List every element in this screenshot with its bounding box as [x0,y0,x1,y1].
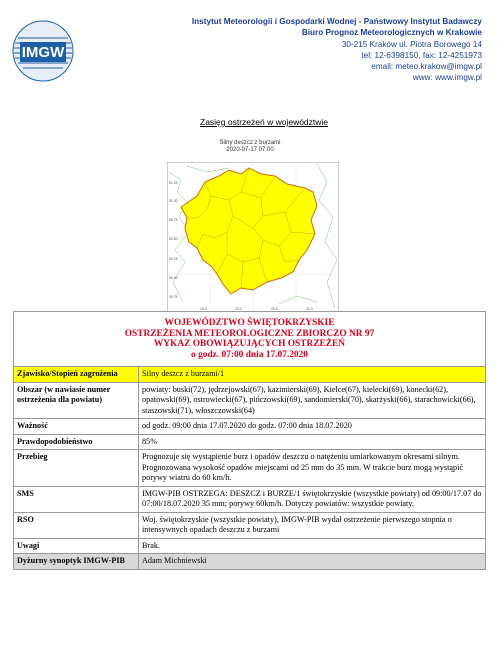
svg-text:50.00: 50.00 [169,276,178,280]
table-row [14,538,486,554]
row-value: Adam Michniewski [139,554,486,570]
table-row [14,367,486,383]
institution-header [192,16,482,84]
row-value: powiaty: buski(72), jędrzejowski(67), kazimierski(69), Kielce(67), kielecki(69), konecki(62), opatowski(69), ostrowiecki(67), pińczowski(69), sandomierski(70), skarżyski(66), starachowicki(66), staszowski(71), włoszczowski(64) [139,382,486,419]
svg-text:20.5: 20.5 [271,307,278,311]
row-label: Przebieg [14,450,139,487]
table-row [14,382,486,419]
heading-list: WYKAZ OBOWIĄZUJĄCYCH OSTRZEŻEŃ [153,339,346,349]
header-line-1: Instytut Meteorologii i Gospodarki Wodnej - Państwowy Instytut Badawczy [191,17,482,26]
svg-text:49.75: 49.75 [169,295,178,299]
header-line-3: 30-215 Kraków ul. Piotra Borowego 14 [341,39,482,49]
heading-warning-number: OSTRZEŻENIA METEOROLOGICZNE ZBIORCZO NR 97 [124,328,375,339]
row-label: Dyżurny synoptyk IMGW-PIB [14,554,139,570]
row-value: Silny deszcz z burzami/1 [139,367,486,383]
header-line-2: Biuro Prognoz Meteorologicznych w Krakowie [301,28,482,38]
row-value: IMGW-PIB OSTRZEGA: DESZCZ i BURZE/1 świętokrzyskie (wszystkie powiaty) od 09:00/17.07 do 07:00/18.07.2020 35 mm; porywy 60km/h. Dotyczy powiatów: wszystkie powiaty. [139,486,486,512]
table-row [14,554,486,570]
row-value: Prognozuje się wystąpienie burz i opadów deszczu o natężeniu umiarkowanym okresami silnym. Prognozowana wysokość opadów miejscami od 25 mm do 35 mm. W trakcie burz mogą wystąpić porywy wiatru do 60 km/h. [139,450,486,487]
svg-text:19.5: 19.5 [200,307,207,311]
table-row [14,434,486,450]
table-row [14,512,486,538]
row-value: Brak. [139,538,486,554]
row-label: Prawdopodobieństwo [14,434,139,450]
svg-text:51.00: 51.00 [169,199,178,203]
logo-text: IMGW [21,44,65,61]
header-www[interactable]: www: www.imgw.pl [412,73,482,83]
row-value: od godz. 09:00 dnia 17.07.2020 do godz. 07:00 dnia 18.07.2020 [139,419,486,435]
svg-text:21.0: 21.0 [306,307,313,311]
section-title: Zasięg ostrzeżeń w województwie [200,117,329,127]
table-header-row [14,312,486,367]
heading-time: o godz. 07:00 dnia 17.07.2020 [191,349,308,360]
row-label: Obszar (w nawiasie numer ostrzeżenia dla powiatu) [14,382,139,419]
row-label: Ważność [14,419,139,435]
row-label: RSO [14,512,139,538]
warnings-table [13,311,486,570]
row-label: Zjawisko/Stopień zagrożenia [14,367,139,383]
header-email[interactable]: email: meteo.krakow@imgw.pl [371,62,482,72]
row-value: Woj. świętokrzyskie (wszystkie powiaty), IMGW-PIB wydał ostrzeżenie pierwszego stopnia o intensywnych opadach deszczu z burzami [139,512,486,538]
svg-text:50.50: 50.50 [169,237,178,241]
svg-text:20.0: 20.0 [235,307,242,311]
warning-map [167,162,339,312]
map-title [190,140,310,154]
heading-voivodeship: WOJEWÓDZTWO ŚWIĘTOKRZYSKIE [164,318,335,328]
svg-text:51.25: 51.25 [169,181,178,185]
table-row [14,419,486,435]
row-label: SMS [14,486,139,512]
table-row [14,486,486,512]
row-value: 85% [139,434,486,450]
imgw-logo-icon [12,20,74,82]
table-row [14,450,486,487]
header-line-4: tel: 12-6398150, fax: 12-4251973 [361,50,482,60]
map-title-phenomenon: Silny deszcz z burzami [219,140,281,146]
map-title-date: 2020-07-17 07:00 [226,147,274,153]
table-heading [14,312,486,367]
svg-text:50.75: 50.75 [169,218,178,222]
svg-text:50.25: 50.25 [169,257,178,261]
row-label: Uwagi [14,538,139,554]
